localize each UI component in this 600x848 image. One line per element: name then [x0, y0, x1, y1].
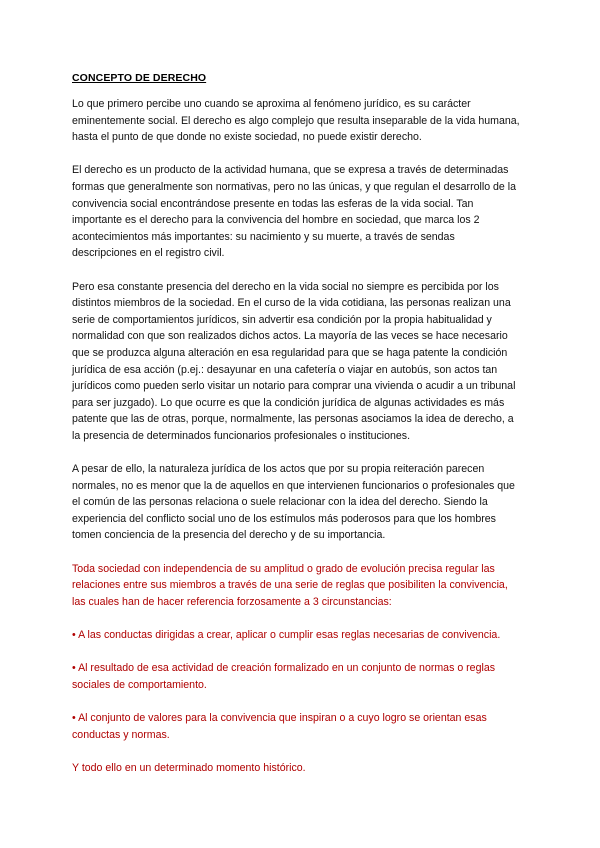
- bullet-item-2: • Al resultado de esa actividad de creación formalizado en un conjunto de normas o reglas sociales de comportamiento.: [72, 662, 496, 691]
- document-page: [72, 72, 520, 793]
- closing-line: Y todo ello en un determinado momento histórico.: [72, 761, 306, 774]
- document-title: CONCEPTO DE DERECHO: [72, 72, 207, 84]
- bullet-item-3: • Al conjunto de valores para la convivencia que inspiran o a cuyo logro se orientan esas conductas y normas.: [72, 711, 487, 741]
- paragraph-3: Pero esa constante presencia del derecho en la vida social no siempre es percibida por los distintos miembros de la sociedad. En el curso de la vida cotidiana, las personas realizan una serie de comportamientos jurídicos, sin advertir esa condición por la propia habitualidad y normalidad con que son realizados dichos actos. La mayoría de las veces se hace necesario que se produzca alguna alteración en esa regularidad para que se haga patente la condición jurídica de esa acción (p.ej.: desayunar en una cafetería o viajar en autobús, son actos tan jurídicos como pueden serlo visitar un notario para comprar una vivienda o acudir a un tribunal para ser juzgado). Lo que ocurre es que la condición jurídica de algunas actividades es más patente que las de otras, porque, normalmente, las personas asociamos la idea de derecho, a la presencia de determinados funcionarios profesionales o instituciones.: [72, 280, 516, 442]
- paragraph-4: A pesar de ello, la naturaleza jurídica de los actos que por su propia reiteración parecen normales, no es menor que la de aquellos en que intervienen funcionarios o profesionales que el común de las personas relaciona o suele relacionar con la idea del derecho. Siendo la experiencia del conflicto social uno de los estímulos más poderosos para que los hombres tomen conciencia de la presencia del derecho y de su importancia.: [72, 463, 515, 542]
- bullet-item-1: • A las conductas dirigidas a crear, aplicar o cumplir esas reglas necesarias de convivencia.: [72, 629, 501, 641]
- paragraph-2: El derecho es un producto de la actividad humana, que se expresa a través de determinadas formas que generalmente son normativas, pero no las únicas, y que regulan el desarrollo de la convivencia social encontrándose presente en todas las esferas de la vida social. Tan importante es el derecho para la convivencia del hombre en sociedad, que marca los 2 acontecimientos más importantes: su nacimiento y su muerte, a través de sendas descripciones en el registro civil.: [72, 164, 517, 260]
- red-intro-paragraph: Toda sociedad con independencia de su amplitud o grado de evolución precisa regular las relaciones entre sus miembros a través de una serie de reglas que posibiliten la convivencia, las cuales han de hacer referencia forzosamente a 3 circunstancias:: [72, 562, 508, 608]
- paragraph-1: Lo que primero percibe uno cuando se aproxima al fenómeno jurídico, es su carácter eminentemente social. El derecho es algo complejo que resulta inseparable de la vida humana, hasta el punto de que donde no existe sociedad, no puede existir derecho.: [72, 98, 520, 144]
